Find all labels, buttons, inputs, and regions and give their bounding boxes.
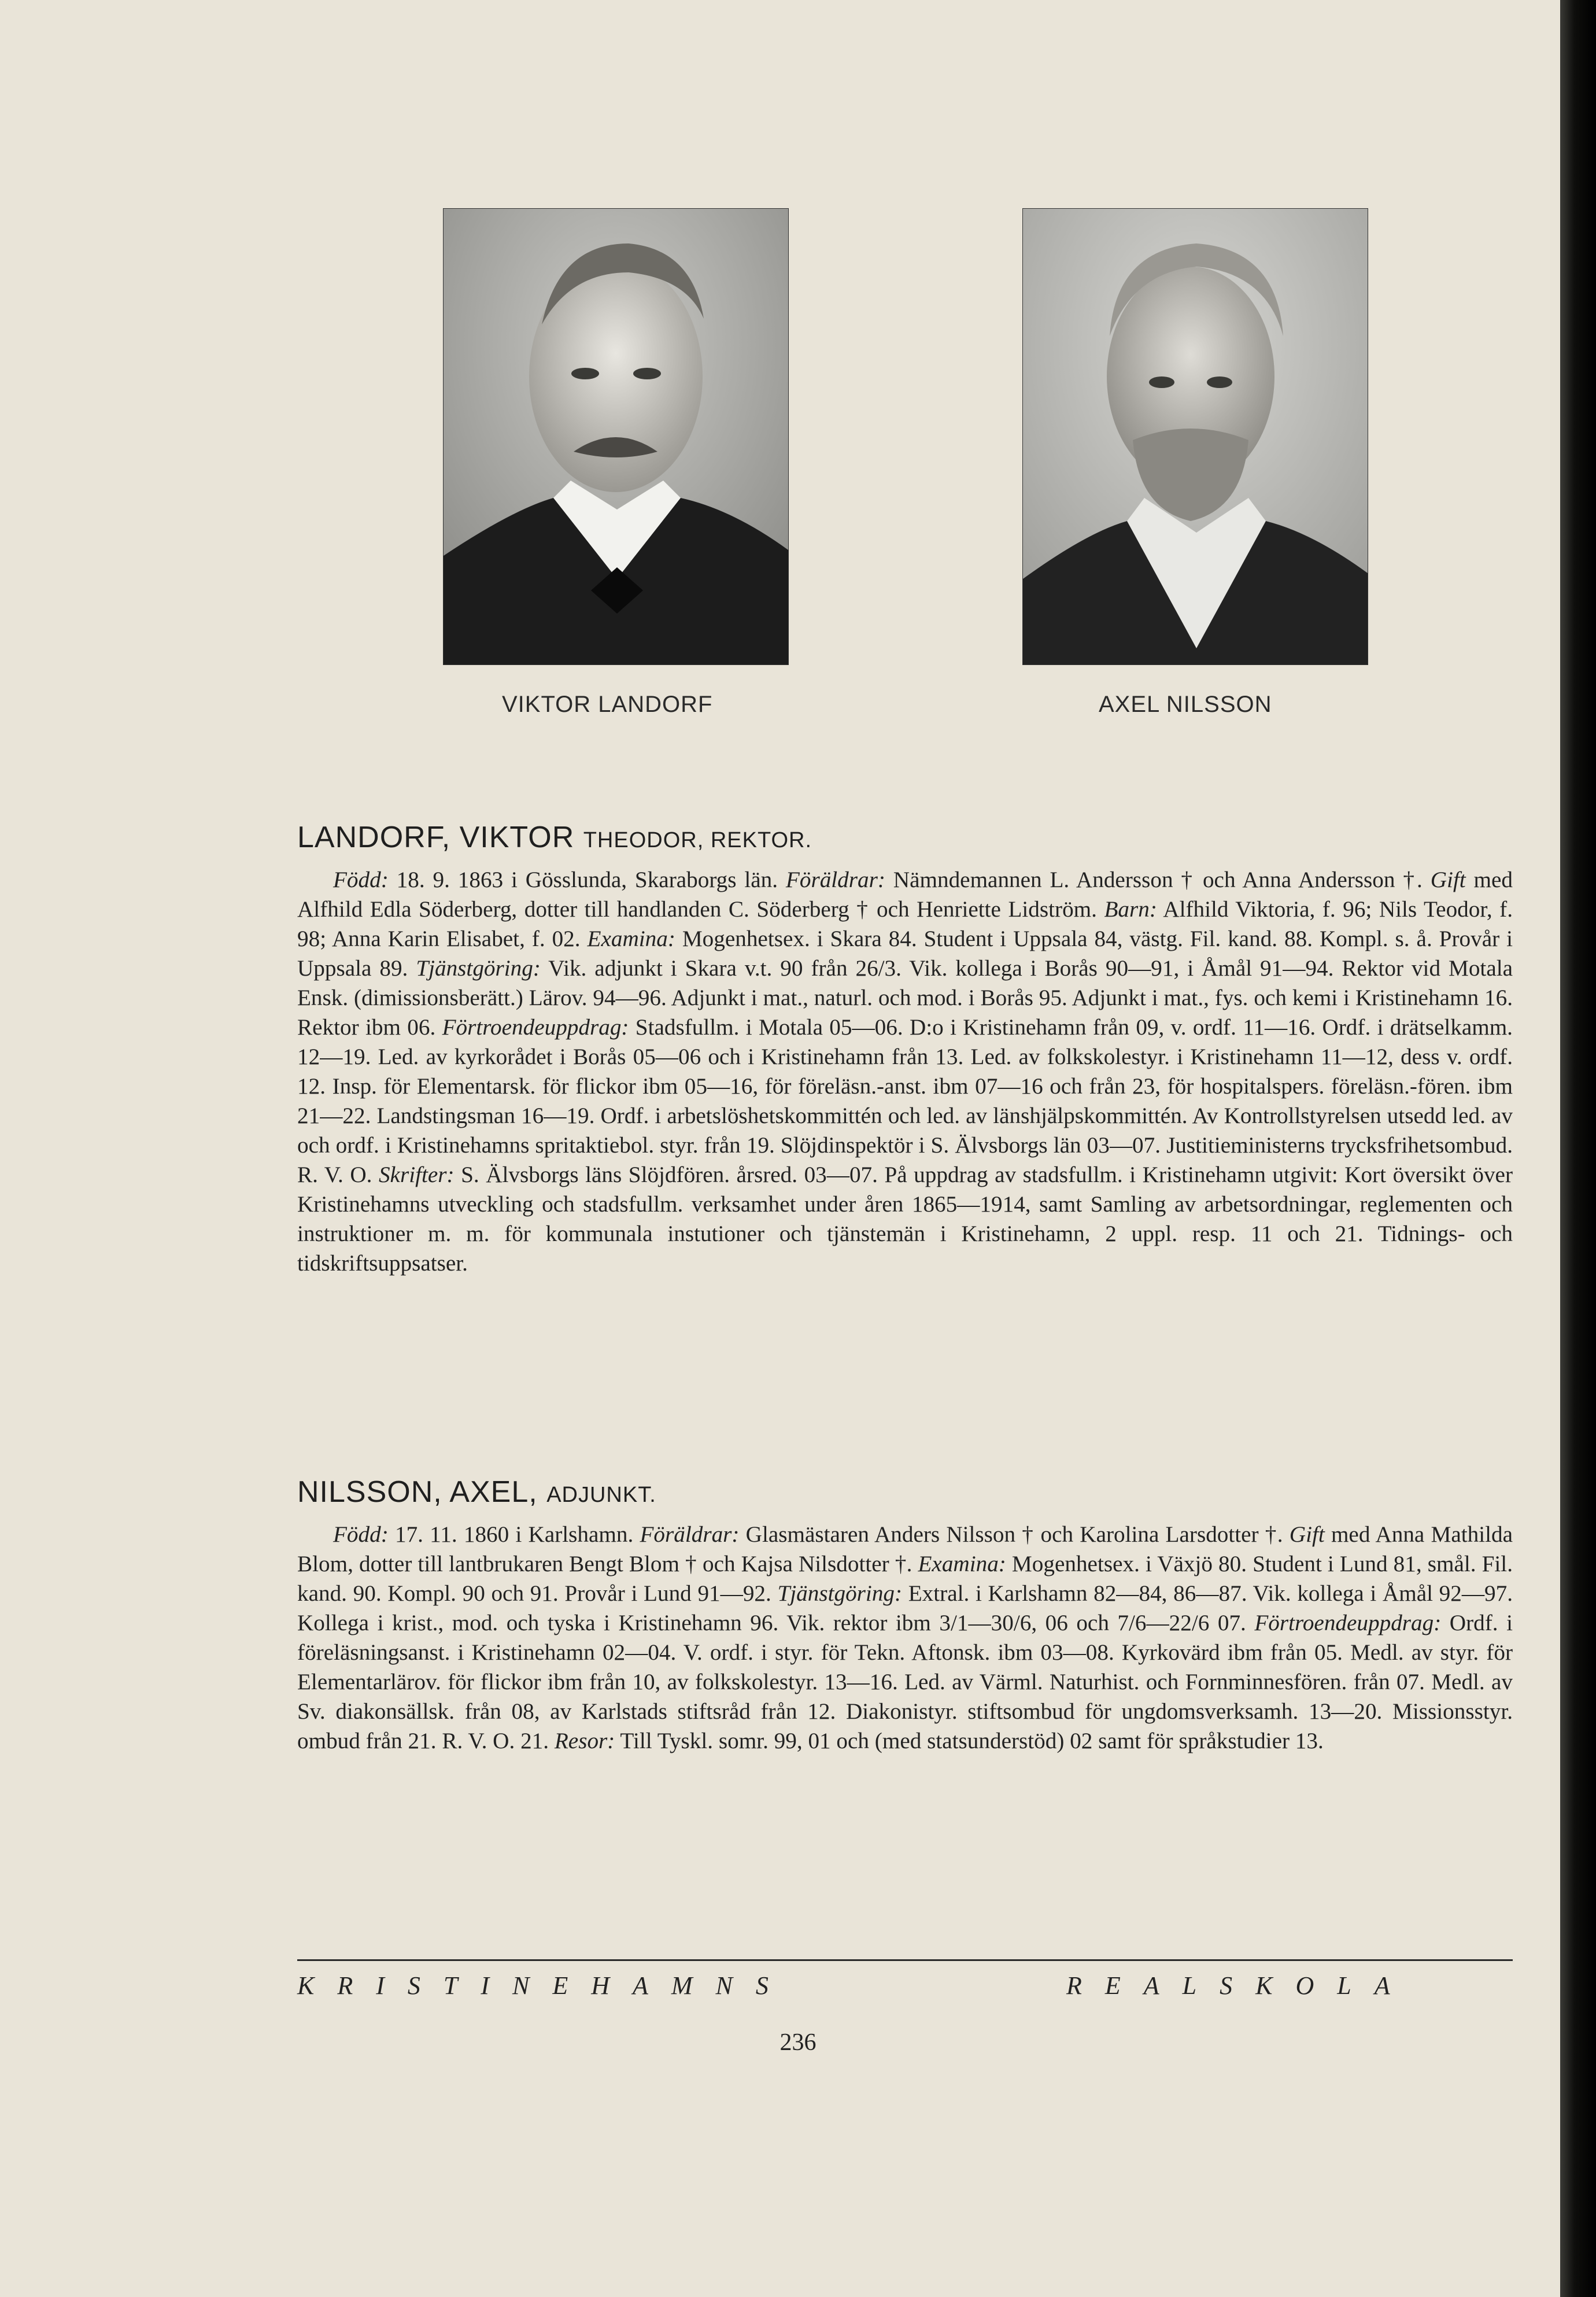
field-text: Nämndemannen L. Andersson † och Anna Andersson †. bbox=[885, 867, 1431, 892]
portrait-photo-landorf bbox=[443, 208, 789, 665]
portrait-caption-landorf: VIKTOR LANDORF bbox=[502, 692, 713, 717]
field-text: 18. 9. 1863 i Gösslunda, Skaraborgs län. bbox=[388, 867, 786, 892]
field-label: Barn: bbox=[1104, 897, 1157, 922]
portrait-photo-nilsson bbox=[1022, 208, 1368, 665]
footer-running-title-right: REALSKOLA bbox=[1066, 1971, 1413, 2000]
field-label: Tjänstgöring: bbox=[416, 956, 541, 981]
portrait-caption-nilsson: AXEL NILSSON bbox=[1099, 692, 1272, 717]
page-binding-edge bbox=[1560, 0, 1596, 2297]
field-label: Född: bbox=[333, 867, 389, 892]
page-number: 236 bbox=[779, 2029, 817, 2056]
field-label: Skrifter: bbox=[378, 1162, 455, 1187]
entry-name: LANDORF, VIKTOR bbox=[297, 821, 575, 854]
field-label: Född: bbox=[333, 1522, 389, 1547]
field-text: Mogenhetsex. i Skara 84. Student i Uppsala 84, västg. Fil. kand. 88. Kompl. s. å. Provår i Uppsala 89. bbox=[297, 926, 1513, 981]
footer-rule bbox=[297, 1959, 1513, 1961]
field-text: Glasmästaren Anders Nilsson † och Karolina Larsdotter †. bbox=[739, 1522, 1290, 1547]
field-text: Ordf. i föreläsningsanst. i Kristinehamn 02—04. V. ordf. i styr. för Tekn. Aftonsk. ibm 03—08. Kyrkovärd ibm från 05. Medl. av styr. för Elementarlärov. för flickor ibm från 10, av folkskolestyr. 13—16. Led. av Värml. Naturhist. och Fornminnesfören. från 07. Medl. av Sv. diakonsällsk. från 08, av Karlstads stiftsråd från 12. Diakonistyr. stiftsombud för ungdomsverksamh. 13—20. Missionsstyr. ombud från 21. R. V. O. 21. bbox=[297, 1611, 1513, 1753]
field-label: Resor: bbox=[554, 1729, 615, 1753]
field-text: med Alfhild Edla Söderberg, dotter till handlanden C. Söderberg † och Henriette Lidström. bbox=[297, 867, 1513, 922]
field-label: Tjänstgöring: bbox=[777, 1581, 903, 1606]
field-text: med Anna Mathilda Blom, dotter till lantbrukaren Bengt Blom † och Kajsa Nilsdotter †. bbox=[297, 1522, 1513, 1576]
entry-heading bbox=[297, 1475, 1513, 1509]
field-label: Förtroendeuppdrag: bbox=[1254, 1611, 1442, 1635]
biography-entry-landorf bbox=[297, 820, 1513, 1278]
entry-name: NILSSON, AXEL, bbox=[297, 1475, 538, 1509]
field-text: Mogenhetsex. i Växjö 80. Student i Lund 81, smål. Fil. kand. 90. Kompl. 90 och 91. Provår i Lund 91—92. bbox=[297, 1552, 1513, 1606]
field-label: Föräldrar: bbox=[785, 867, 885, 892]
field-label: Förtroendeuppdrag: bbox=[442, 1015, 629, 1040]
field-text: Alfhild Viktoria, f. 96; Nils Teodor, f. 98; Anna Karin Elisabet, f. 02. bbox=[297, 897, 1513, 951]
field-text: Till Tyskl. somr. 99, 01 och (med statsunderstöd) 02 samt för språkstudier 13. bbox=[615, 1729, 1324, 1753]
entry-title-suffix: ADJUNKT. bbox=[546, 1483, 656, 1507]
field-text: Vik. adjunkt i Skara v.t. 90 från 26/3. Vik. kollega i Borås 90—91, i Åmål 91—94. Rektor vid Motala Ensk. (dimissionsberätt.) Lärov. 94—96. Adjunkt i mat., naturl. och mod. i Borås 95. Adjunkt i mat., fys. och kemi i Kristinehamn 16. Rektor ibm 06. bbox=[297, 956, 1513, 1040]
field-label: Examina: bbox=[587, 926, 675, 951]
field-label: Föräldrar: bbox=[640, 1522, 740, 1547]
field-label: Examina: bbox=[918, 1552, 1006, 1576]
entry-body bbox=[297, 865, 1513, 1278]
field-text: Extral. i Karlshamn 82—84, 86—87. Vik. kollega i Åmål 92—97. Kollega i krist., mod. och tyska i Kristinehamn 96. Vik. rektor ibm 3/1—30/6, 06 och 7/6—22/6 07. bbox=[297, 1581, 1513, 1635]
biography-entry-nilsson bbox=[297, 1475, 1513, 1756]
entry-title-suffix: THEODOR, REKTOR. bbox=[583, 828, 812, 852]
field-text: S. Älvsborgs läns Slöjdfören. årsred. 03—07. På uppdrag av stadsfullm. i Kristinehamn utgivit: Kort översikt över Kristinehamns utveckling och stadsfullm. verksamhet under åren 1865—1914, samt Samling av arbetsordningar, reglementen och instruktioner m. m. för kommunala instutioner och tjänstemän i Kristinehamn, 2 uppl. resp. 11 och 21. Tidnings- och tidskriftsuppsatser. bbox=[297, 1162, 1513, 1276]
field-text: Stadsfullm. i Motala 05—06. D:o i Kristinehamn från 09, v. ordf. 11—16. Ordf. i drätselkamm. 12—19. Led. av kyrkorådet i Borås 05—06 och i Kristinehamn från 13. Led. av folkskolestyr. i Kristinehamn 11—12, dess v. ordf. 12. Insp. för Elementarsk. för flickor ibm 05—16, för föreläsn.-anst. ibm 07—16 och från 23, för hospitalspers. föreläsn.-fören. ibm 21—22. Landstingsman 16—19. Ordf. i arbetslöshetskommittén och led. av länshjälpskommittén. Av Kontrollstyrelsen utsedd led. av och ordf. i Kristinehamns spritaktiebol. styr. från 19. Slöjdinspektör i S. Älvsborgs län 03—07. Justitieministerns trycksfrihetsombud. R. V. O. bbox=[297, 1015, 1513, 1187]
field-label: Gift bbox=[1289, 1522, 1325, 1547]
entry-heading bbox=[297, 820, 1513, 855]
field-text: 17. 11. 1860 i Karlshamn. bbox=[388, 1522, 640, 1547]
footer-running-title-left: KRISTINEHAMNS bbox=[297, 1971, 792, 2000]
entry-body bbox=[297, 1520, 1513, 1756]
field-label: Gift bbox=[1430, 867, 1466, 892]
